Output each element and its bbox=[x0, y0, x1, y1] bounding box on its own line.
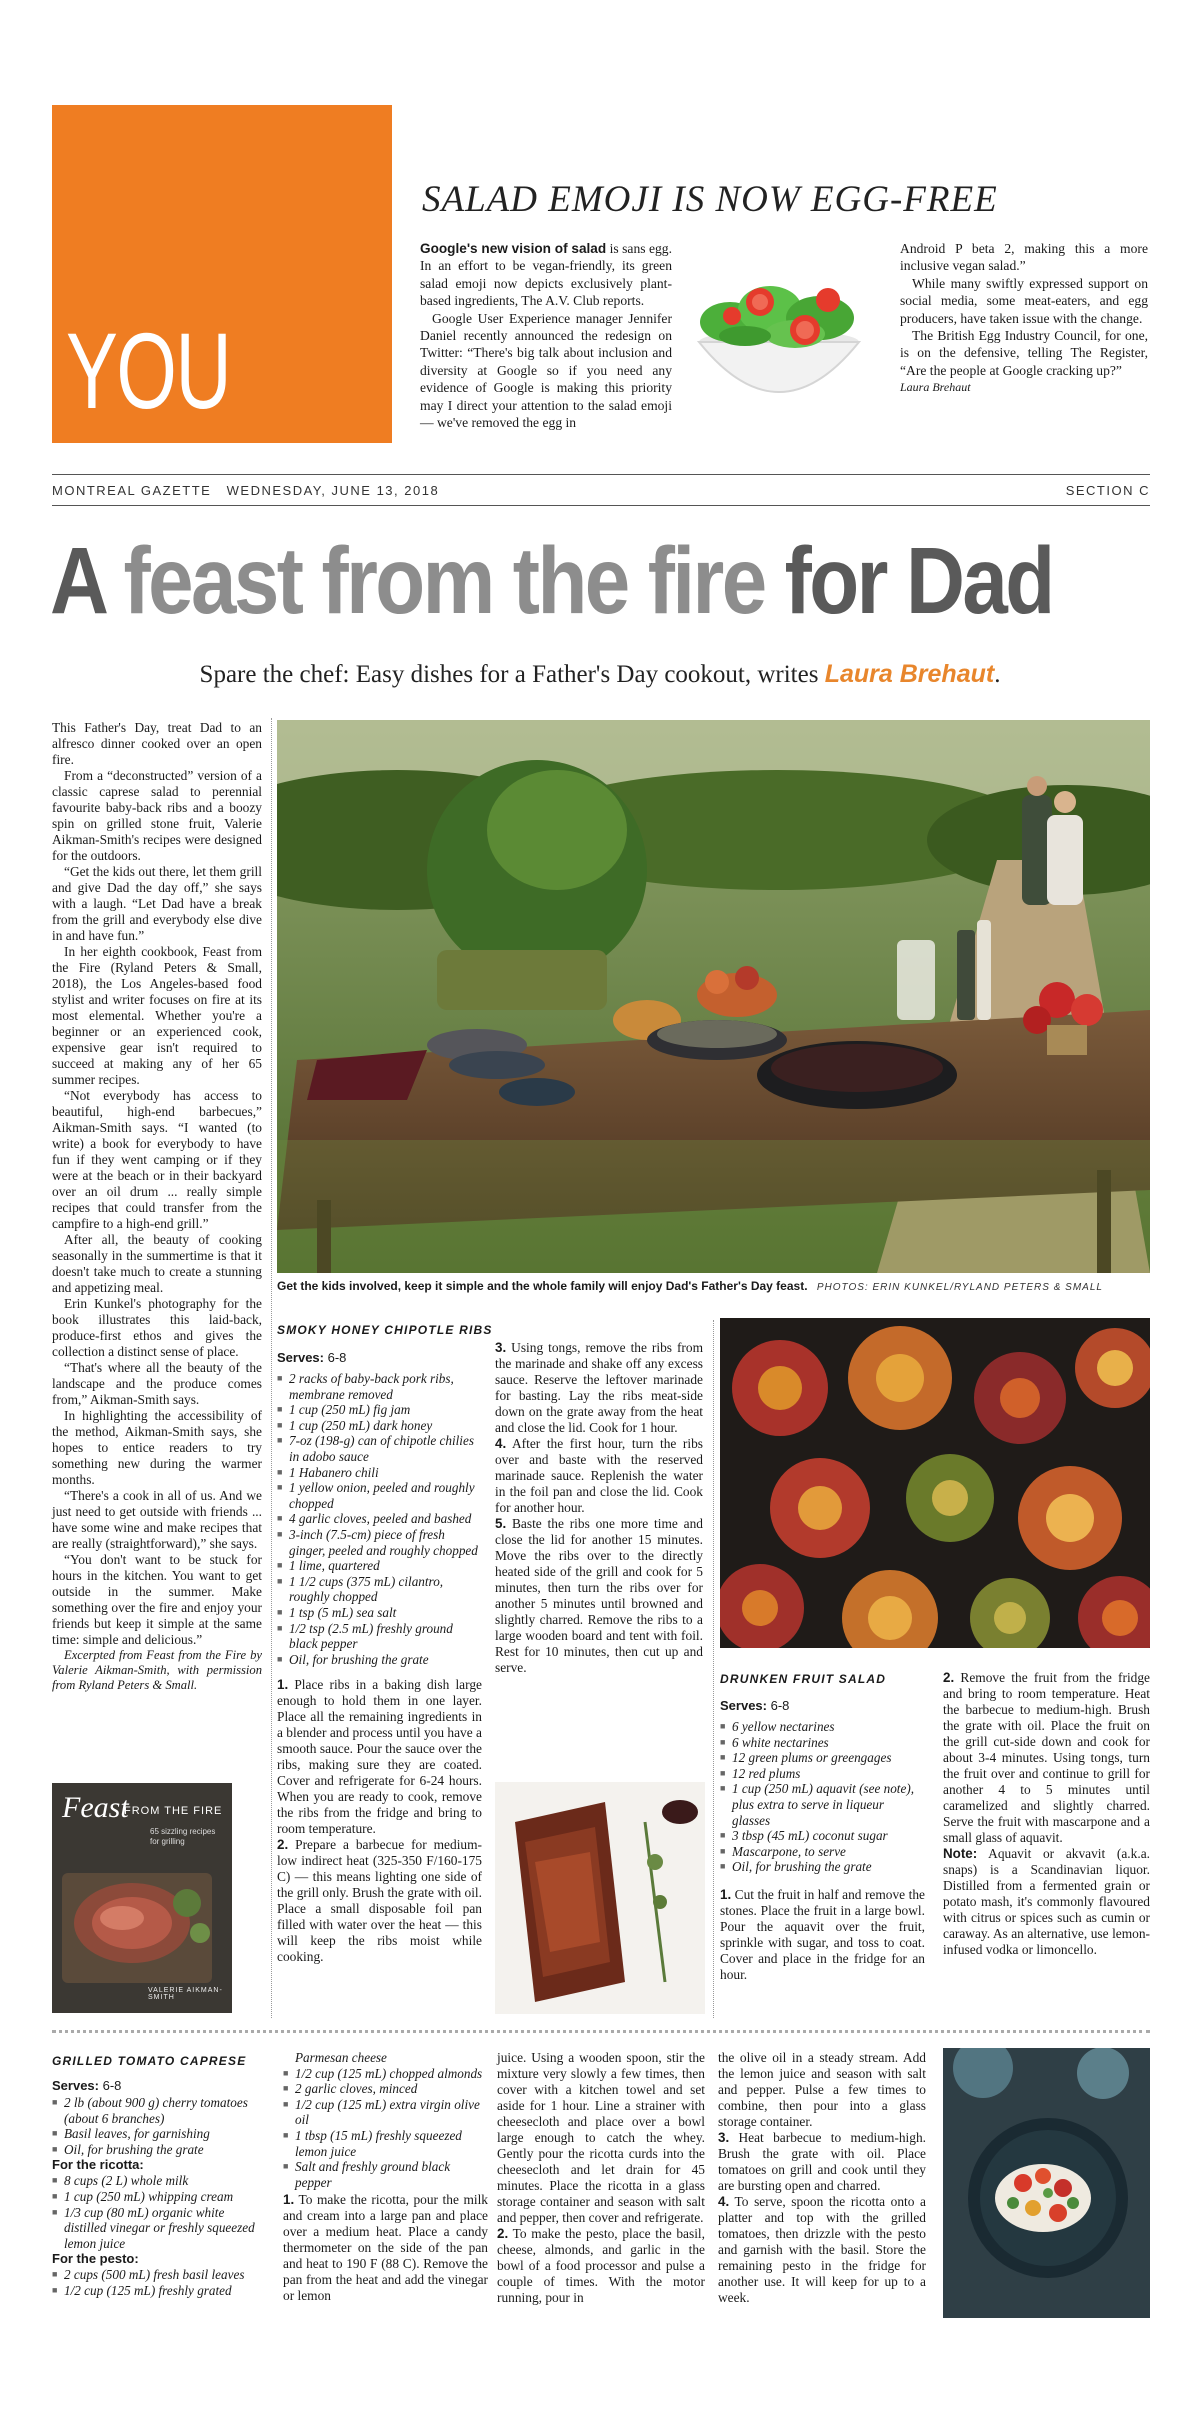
caprese-col-4: the olive oil in a steady stream. Add the lemon juice and season with salt and pepper. Pulse a few times to combine, then pour into a glass storage container. 3. Heat barbecue to medium-high. Brush the grate with oil. Place tomatoes on grill and cook until they are bursting open and charred. 4. To serve, spoon the ricotta onto a platter and top with the grilled tomatoes, then drizzle with the pesto and garnish with the basil. Store the remaining pesto in the fridge for another use. It will keep for up to a week. bbox=[718, 2050, 927, 2305]
ricotta-label: For the ricotta: bbox=[52, 2157, 144, 2173]
headline bbox=[50, 527, 1152, 647]
ribs-ingredients: ■ 2 racks of baby-back pork ribs, membrane removed ■ 1 cup (250 mL) fig jam ■ 1 cup (250 mL) dark honey ■ 7-oz (198-g) can of chipotle chilies in adobo sauce ■ 1 Habanero chili ■ 1 yellow onion, peeled and roughly chopped ■ 4 garlic cloves, peeled and bashed ■ 3-inch (7.5-cm) piece of fresh ginger, peeled and roughly chopped ■ 1 lime, quartered ■ 1 1/2 cups (375 mL) cilantro, roughly chopped ■ 1 tsp (5 mL) sea salt ■ 1/2 tsp (2.5 mL) freshly ground black pepper ■ Oil, for brushing the grate bbox=[277, 1371, 482, 1667]
ribs-title: SMOKY HONEY CHIPOTLE RIBS bbox=[277, 1323, 493, 1337]
book-tagline: 65 sizzling recipes for grilling bbox=[150, 1827, 216, 1846]
fruit-col-2: 2. Remove the fruit from the fridge and bring to room temperature. Heat the barbecue to medium-high. Brush the grate with oil. Place the fruit on the grill cut-side down and cook for about 3-4 minutes. Using tongs, turn the fruit over and continue to grill for another 4 to 5 minutes until caramelized and slightly charred. Serve the fruit with mascarpone and a small glass of aquavit. Note: Aquavit or akvavit (a.k.a. snaps) is a Scandinavian liquor. Distilled from a fermented grain or potato mash, it's commonly flavoured with citrus or spices such as cumin or caraway. As an alternative, use lemon-infused vodka or limoncello. bbox=[943, 1670, 1150, 1957]
fruit-col-1: Serves: 6-8 ■ 6 yellow nectarines ■ 6 white nectarines ■ 12 green plums or greengages ■ 12 red plums ■ 1 cup (250 mL) aquavit (see note), plus extra to serve in liqueur glasses ■ 3 tbsp (45 mL) coconut sugar ■ Mascarpone, to serve ■ Oil, for brushing the grate 1. Cut the fruit in half and remove the stones. Place the fruit in a large bowl. Pour the aquavit over the fruit, sprinkle with sugar, and toss to coat. Cover and place in the fridge for an hour. bbox=[720, 1688, 925, 1983]
story-column: This Father's Day, treat Dad to an alfresco dinner cooked over an open fire. From a “deconstructed” version of a classic caprese salad to perennial favourite baby-back ribs and a boozy spin on grilled stone fruit, Valerie Aikman-Smith's recipes were designed for the outdoors. “Get the kids out there, let them grill and give Dad the day off,” she says with a laugh. “Let Dad have a break from the grill and everybody else dive in and have fun.” In her eighth cookbook, Feast from the Fire (Ryland Peters & Small, 2018), the Los Angeles-based food stylist and writer focuses on fire at its most elemental. Whether you're a beginner or an experienced cook, expensive gear isn't required to succeed at making any of her 65 summer recipes. “Not everybody has access to beautiful, high-end barbecues,” Aikman-Smith says. “I wanted (to write) a book for everybody to have fun if they went camping or if they were at the beach or in their backyard over an oil drum ... really simple recipes that could transfer from the campfire to a high-end grill.” After all, the beauty of cooking seasonally in the summertime is that it doesn't take much to create a stunning and appetizing meal. Erin Kunkel's photography for the book illustrates this laid-back, produce-first ethos and gives the collection a distinct sense of place. “That's where all the beauty of the landscape and the produce comes from,” Aikman-Smith says. In highlighting the accessibility of the method, Aikman-Smith says, she hopes to entice readers to try something new during the warmer months. “There's a cook in all of us. And we just need to get outside with friends ... have some wine and make recipes that are really (straightforward),” she says. “You don't want to be stuck for hours in the kitchen. You want to get outside in the summer. Make something over the fire and enjoy your friends but keep it simple at the same time: simple and delicious.” Excerpted from Feast from the Fire by Valerie Aikman-Smith, with permission from Ryland Peters & Small. bbox=[52, 720, 262, 1692]
caprese-col-1: Serves: 6-8 ■ 2 lb (about 900 g) cherry tomatoes (about 6 branches) ■ Basil leaves, for garnishing ■ Oil, for brushing the grate For the ricotta: ■ 8 cups (2 L) whole milk ■ 1 cup (250 mL) whipping cream ■ 1/3 cup (80 mL) organic white distilled vinegar or freshly squeezed lemon juice For the pesto: ■ 2 cups (500 mL) fresh basil leaves ■ 1/2 cup (125 mL) freshly grated bbox=[52, 2070, 267, 2299]
caprese-serves: Serves: 6-8 bbox=[52, 2078, 122, 2093]
ribs-col-2: 3. Using tongs, remove the ribs from the marinade and shake off any excess sauce. Reserve the leftover marinade for basting. Lay the ribs meat-side down on the grate away from the heat and close the lid. Cook for 1 hour. 4. After the first hour, turn the ribs over and baste with the reserved marinade sauce. Replenish the water in the foil pan and close the lid. Cook for another hour. 5. Baste the ribs one more time and close the lid for another 15 minutes. Move the ribs over to the directly heated side of the grill and cook for 5 minutes, then turn the ribs over for another 5 minutes until browned and slightly charred. Remove the ribs to a large wooden board and tent with foil. Rest for 10 minutes, then cut up and serve. bbox=[495, 1340, 704, 1675]
deck: Spare the chef: Easy dishes for a Father's Day cookout, writes Laura Brehaut. bbox=[199, 660, 1001, 688]
fruit-serves: Serves: 6-8 bbox=[720, 1698, 790, 1713]
folio-rule-top bbox=[52, 474, 1150, 475]
book-title-rest: FROM THE FIRE bbox=[124, 1805, 223, 1817]
brief-col-2: Android P beta 2, making this a more inclusive vegan salad.” While many swiftly expressed support on social media, some meat-eaters, and egg producers, have taken issue with the change. The British Egg Industry Council, for one, is on the defensive, telling The Register, “Are the people at Google cracking up?” Laura Brehaut bbox=[900, 240, 1148, 397]
fruit-ingredients: ■ 6 yellow nectarines ■ 6 white nectarines ■ 12 green plums or greengages ■ 12 red plums ■ 1 cup (250 mL) aquavit (see note), plus extra to serve in liqueur glasses ■ 3 tbsp (45 mL) coconut sugar ■ Mascarpone, to serve ■ Oil, for brushing the grate bbox=[720, 1719, 925, 1875]
book-cover-image bbox=[52, 1783, 232, 2013]
ribs-serves: Serves: 6-8 bbox=[277, 1350, 347, 1365]
folio-rule-bottom bbox=[52, 505, 1150, 506]
main-feast-photo bbox=[277, 720, 1150, 1273]
grilled-fruit-photo bbox=[720, 1318, 1150, 1648]
headline-part-3: for Dad bbox=[764, 528, 1053, 634]
main-photo-caption: Get the kids involved, keep it simple and the whole family will enjoy Dad's Father's Day feast. PHOTOS: ERIN KUNKEL/RYLAND PETERS & SMALL bbox=[277, 1279, 1103, 1293]
book-author: VALERIE AIKMAN-SMITH bbox=[148, 1987, 223, 2001]
brief-col-1: Google's new vision of salad is sans egg. In an effort to be vegan-friendly, its green salad emoji now depicts exclusively plant-based ingredients, The A.V. Club reports. Google User Experience manager Jennifer Daniel recently announced the redesign on Twitter: “There's big talk about inclusion and diversity at Google so if you need any evidence of Google is making this priority may I direct your attention to the salad emoji — we've removed the egg in bbox=[420, 241, 672, 431]
caprese-col-2: Parmesan cheese ■ 1/2 cup (125 mL) chopped almonds ■ 2 garlic cloves, minced ■ 1/2 cup (125 mL) extra virgin olive oil ■ 1 tbsp (15 mL) freshly squeezed lemon juice ■ Salt and freshly ground black pepper 1. To make the ricotta, pour the milk and cream into a large pan and place over a medium heat. Place a candy thermometer on the side of the pan and heat to 190 F (88 C). Remove the pan from the heat and add the vinegar or lemon bbox=[283, 2050, 488, 2304]
headline-part-1: A bbox=[50, 528, 124, 634]
section-logo: YOU bbox=[66, 310, 231, 431]
salad-bowl-icon bbox=[690, 272, 868, 412]
excerpt-credit: Excerpted from Feast from the Fire by Valerie Aikman-Smith, with permission from Ryland Peters & Small. bbox=[52, 1648, 262, 1692]
column-rule-right bbox=[713, 1320, 714, 2018]
caprese-photo bbox=[943, 2048, 1150, 2318]
folio-left: MONTREAL GAZETTE WEDNESDAY, JUNE 13, 2018 bbox=[52, 483, 440, 498]
section-logo-box bbox=[52, 105, 392, 443]
caprese-title: GRILLED TOMATO CAPRESE bbox=[52, 2054, 247, 2068]
ribs-photo bbox=[495, 1782, 705, 2014]
brief-lead: Google's new vision of salad bbox=[420, 241, 607, 256]
column-rule-left bbox=[271, 718, 272, 2018]
fruit-title: DRUNKEN FRUIT SALAD bbox=[720, 1672, 887, 1686]
headline-part-2: feast from the fire bbox=[123, 528, 765, 634]
book-title-word: Feast bbox=[62, 1791, 129, 1824]
section-divider bbox=[52, 2030, 1150, 2033]
brief-byline: Laura Brehaut bbox=[900, 380, 971, 395]
photo-credit: PHOTOS: ERIN KUNKEL/RYLAND PETERS & SMALL bbox=[816, 1282, 1103, 1293]
pesto-label: For the pesto: bbox=[52, 2251, 139, 2267]
folio-right: SECTION C bbox=[1065, 483, 1150, 498]
brief-title: SALAD EMOJI IS NOW EGG-FREE bbox=[422, 179, 998, 220]
deck-author: Laura Brehaut bbox=[824, 660, 995, 688]
ribs-col-1: Serves: 6-8 ■ 2 racks of baby-back pork ribs, membrane removed ■ 1 cup (250 mL) fig jam ■ 1 cup (250 mL) dark honey ■ 7-oz (198-g) can of chipotle chilies in adobo sauce ■ 1 Habanero chili ■ 1 yellow onion, peeled and roughly chopped ■ 4 garlic cloves, peeled and bashed ■ 3-inch (7.5-cm) piece of fresh ginger, peeled and roughly chopped ■ 1 lime, quartered ■ 1 1/2 cups (375 mL) cilantro, roughly chopped ■ 1 tsp (5 mL) sea salt ■ 1/2 tsp (2.5 mL) freshly ground black pepper ■ Oil, for brushing the grate 1. Place ribs in a baking dish large enough to hold them in one layer. Place all the remaining ingredients in a blender and process until you have a smooth sauce. Pour the sauce over the ribs, making sure they are coated. Cover and refrigerate for 6-24 hours. When you are ready to cook, remove the ribs from the fridge and bring to room temperature. 2. Prepare a barbecue for medium-low indirect heat (325-350 F/160-175 C) — this means lighting one side of the grill only. Brush the grate with oil. Place a small disposable foil pan filled with water over the heat — this will keep the ribs moist while cooking. bbox=[277, 1340, 482, 1965]
caprese-col-3: juice. Using a wooden spoon, stir the mixture very slowly a few times, then cover with a kitchen towel and set aside for 1 hour. Line a strainer with cheesecloth and place over a bowl large enough to catch the whey. Gently pour the ricotta curds into the cheesecloth and let drain for 45 minutes. Place the ricotta in a glass storage container and season with salt and pepper, then cover and refrigerate. 2. To make the pesto, place the basil, cheese, almonds, and garlic in the bowl of a food processor and pulse a couple of times. With the motor running, pour in bbox=[497, 2050, 705, 2305]
